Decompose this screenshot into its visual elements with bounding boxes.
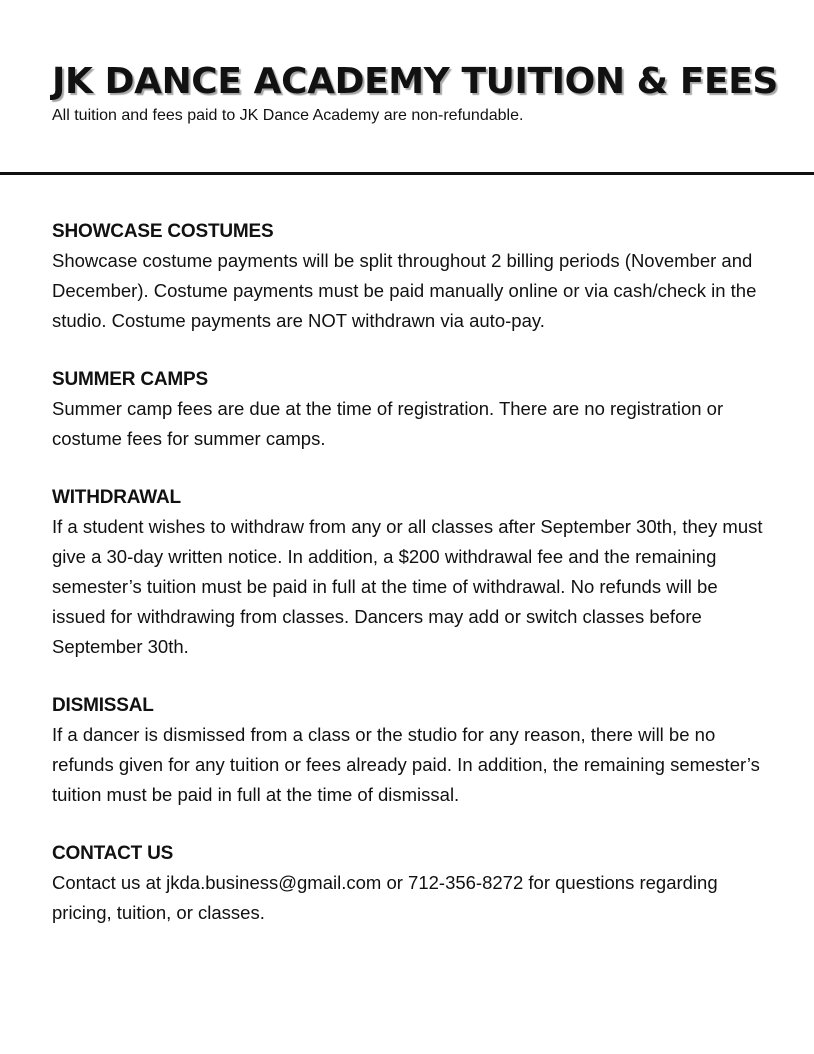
section-body: Summer camp fees are due at the time of registration. There are no registration or costume fees for summer camps. [52, 398, 724, 449]
section-heading: SUMMER CAMPS [52, 369, 208, 390]
section-heading: SHOWCASE COSTUMES [52, 221, 274, 242]
section-withdrawal [52, 484, 767, 662]
section-contact-us [52, 840, 767, 928]
section-body: If a dancer is dismissed from a class or the studio for any reason, there will be no refunds given for any tuition or fees already paid. In addition, the remaining semester’s tuition must be paid in full at the time of dismissal. [52, 724, 760, 805]
section-body: Showcase costume payments will be split throughout 2 billing periods (November and December). Costume payments must be paid manually online or via cash/check in the studio. Costume payments are NOT withdrawn via auto-pay. [52, 250, 757, 331]
section-body: If a student wishes to withdraw from any or all classes after September 30th, they must give a 30-day written notice. In addition, a $200 withdrawal fee and the remaining semester’s tuition must be paid in full at the time of withdrawal. No refunds will be issued for withdrawing from classes. Dancers may add or switch classes before September 30th. [52, 516, 763, 657]
section-heading: WITHDRAWAL [52, 487, 181, 508]
section-dismissal [52, 692, 767, 810]
header-divider [0, 172, 814, 175]
document-content [52, 218, 767, 958]
section-heading: CONTACT US [52, 843, 174, 864]
page-subtitle: All tuition and fees paid to JK Dance Academy are non-refundable. [52, 107, 524, 124]
section-heading: DISMISSAL [52, 695, 154, 716]
section-summer-camps [52, 366, 767, 454]
section-showcase-costumes [52, 218, 767, 336]
section-body: Contact us at jkda.business@gmail.com or 712-356-8272 for questions regarding pricing, tuition, or classes. [52, 872, 718, 923]
page-title: JK DANCE ACADEMY TUITION & FEES [52, 61, 778, 102]
document-header [52, 60, 792, 126]
